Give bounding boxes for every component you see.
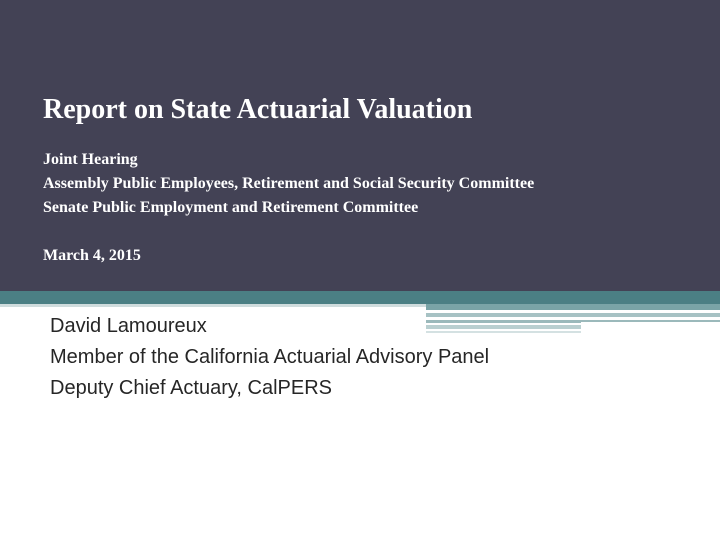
hearing-date: March 4, 2015 (43, 247, 141, 264)
subtitle-line-hearing: Joint Hearing (43, 151, 138, 168)
slide-title: Report on State Actuarial Valuation (43, 94, 473, 125)
divider-stripe (426, 304, 720, 310)
presenter-info (50, 311, 489, 404)
presenter-role: Member of the California Actuarial Advisory Panel (50, 346, 490, 368)
presenter-name: David Lamoureux (50, 315, 207, 337)
subtitle-line-assembly-committee: Assembly Public Employees, Retirement and Social Security Committee (43, 175, 535, 192)
divider-stripe (0, 304, 426, 307)
title-block (43, 92, 703, 268)
subtitle-line-senate-committee: Senate Public Employment and Retirement Committee (43, 199, 419, 216)
divider-stripe (0, 291, 720, 304)
presenter-title: Deputy Chief Actuary, CalPERS (50, 377, 332, 399)
divider-stripe (581, 322, 720, 325)
